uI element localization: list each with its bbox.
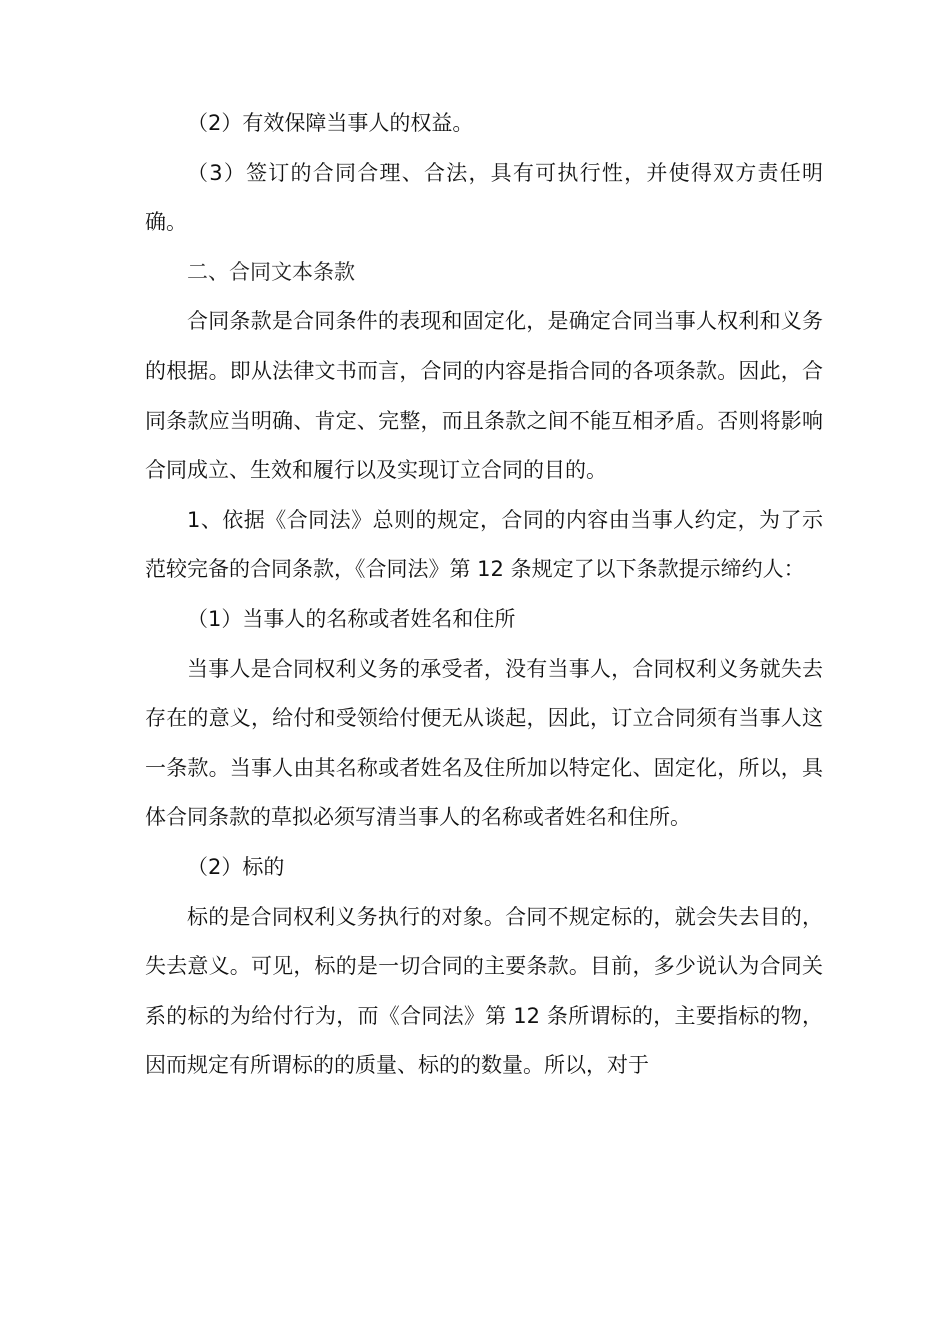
paragraph-clause-2-protect-rights: （2）有效保障当事人的权益。 [187,111,474,135]
paragraph-parties-explanation: 当事人是合同权利义务的承受者，没有当事人，合同权利义务就失去存在的意义，给付和受领给付便无从谈起，因此，订立合同须有当事人这一条款。当事人由其名称或者姓名及住所加以特定化、固定化，所以，具体合同条款的草拟必须写清当事人的名称或者姓名和住所。 [145,656,823,830]
subheading-parties-name-address: （1）当事人的名称或者姓名和住所 [187,606,516,631]
paragraph-clause-3-legal-executable: （3）签订的合同合理、合法，具有可执行性，并使得双方责任明确。 [145,160,823,235]
paragraph-subject-matter-explanation: 标的是合同权利义务执行的对象。合同不规定标的，就会失去目的，失去意义。可见，标的是一切合同的主要条款。目前，多少说认为合同关系的标的为给付行为，而《合同法》第 12 条所谓标的，主要指标的物，因而规定有所谓标的的质量、标的的数量。所以，对于 [145,904,823,1078]
subheading-subject-matter: （2）标的 [187,854,285,879]
section-heading-contract-terms: 二、合同文本条款 [187,259,355,284]
paragraph-contract-law-article-12: 1、依据《合同法》总则的规定，合同的内容由当事人约定，为了示范较完备的合同条款，《合同法》第 12 条规定了以下条款提示缔约人： [145,507,823,582]
document-body [145,99,823,1091]
paragraph-contract-terms-intro: 合同条款是合同条件的表现和固定化，是确定合同当事人权利和义务的根据。即从法律文书而言，合同的内容是指合同的各项条款。因此，合同条款应当明确、肯定、完整，而且条款之间不能互相矛盾。否则将影响合同成立、生效和履行以及实现订立合同的目的。 [145,309,823,483]
